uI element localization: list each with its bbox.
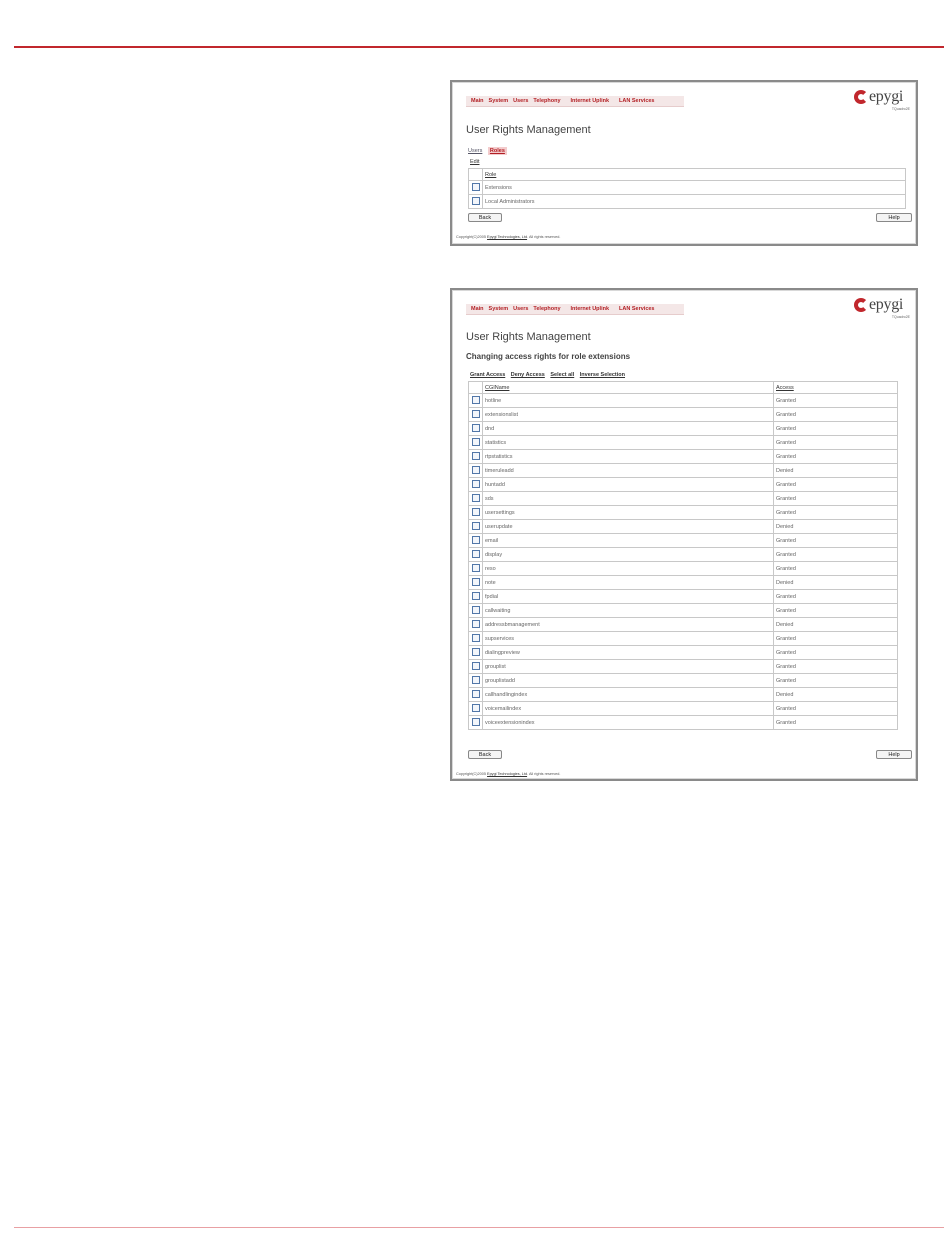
logo-model: TQuadro2E xyxy=(891,107,910,111)
main-menu xyxy=(466,304,684,315)
row-checkbox[interactable] xyxy=(472,522,480,530)
row-checkbox[interactable] xyxy=(472,606,480,614)
row-checkbox[interactable] xyxy=(472,718,480,726)
cgi-name: grouplistadd xyxy=(483,674,774,688)
footer-rule xyxy=(14,1227,944,1228)
row-checkbox[interactable] xyxy=(472,564,480,572)
role-name: Extensions xyxy=(483,181,906,195)
row-checkbox[interactable] xyxy=(472,197,480,205)
rights-text: . All rights reserved. xyxy=(527,235,561,239)
logo-word: epygi xyxy=(869,88,904,105)
cgi-name: dnd xyxy=(483,422,774,436)
table-row xyxy=(469,394,898,408)
row-checkbox[interactable] xyxy=(472,396,480,404)
logo-word: epygi xyxy=(869,296,904,313)
copyright-footer xyxy=(456,235,560,239)
access-value: Granted xyxy=(774,450,898,464)
access-value: Denied xyxy=(774,576,898,590)
menu-telephony[interactable]: Telephony xyxy=(533,306,561,312)
menu-system[interactable]: System xyxy=(488,306,509,312)
row-checkbox[interactable] xyxy=(472,508,480,516)
row-checkbox[interactable] xyxy=(472,183,480,191)
tab-users[interactable]: Users xyxy=(468,148,483,154)
table-row xyxy=(469,688,898,702)
copyright-text: Copyright(C)2005 xyxy=(456,772,488,776)
page-subtitle: Changing access rights for role extensions xyxy=(466,352,631,361)
deny-access-link[interactable]: Deny Access xyxy=(510,372,545,378)
cgi-name: note xyxy=(483,576,774,590)
column-header-cginame[interactable]: CGIName xyxy=(483,382,774,394)
inverse-selection-link[interactable]: Inverse Selection xyxy=(579,372,626,378)
copyright-text: Copyright(C)2005 xyxy=(456,235,488,239)
row-checkbox[interactable] xyxy=(472,592,480,600)
table-row xyxy=(469,492,898,506)
table-row xyxy=(469,520,898,534)
cgi-name: statistics xyxy=(483,436,774,450)
cgi-name: dialingpreview xyxy=(483,646,774,660)
cgi-name: voiceextensionindex xyxy=(483,716,774,730)
access-value: Granted xyxy=(774,436,898,450)
table-row xyxy=(469,576,898,590)
cgi-name: supservices xyxy=(483,632,774,646)
access-value: Granted xyxy=(774,702,898,716)
column-header-role[interactable]: Role xyxy=(483,169,906,181)
action-links xyxy=(470,372,629,378)
row-checkbox[interactable] xyxy=(472,550,480,558)
row-checkbox[interactable] xyxy=(472,578,480,586)
back-button[interactable]: Back xyxy=(468,213,502,222)
access-value: Granted xyxy=(774,646,898,660)
logo-model: TQuadro2E xyxy=(891,315,910,319)
access-value: Granted xyxy=(774,590,898,604)
access-value: Granted xyxy=(774,422,898,436)
table-row xyxy=(469,450,898,464)
row-checkbox[interactable] xyxy=(472,648,480,656)
row-checkbox[interactable] xyxy=(472,634,480,642)
access-value: Granted xyxy=(774,492,898,506)
menu-internet-uplink[interactable]: Internet Uplink xyxy=(570,306,610,312)
access-value: Granted xyxy=(774,408,898,422)
epygi-logo xyxy=(854,296,910,320)
rights-text: . All rights reserved. xyxy=(527,772,561,776)
menu-users[interactable]: Users xyxy=(513,306,529,312)
table-row xyxy=(469,590,898,604)
access-value: Denied xyxy=(774,618,898,632)
grant-access-link[interactable]: Grant Access xyxy=(470,372,506,378)
access-table xyxy=(468,381,898,730)
company-link[interactable]: Epygi Technologies, Ltd xyxy=(487,235,528,239)
table-row xyxy=(469,604,898,618)
cgi-name: fpdial xyxy=(483,590,774,604)
cgi-name: reso xyxy=(483,562,774,576)
cgi-name: hotline xyxy=(483,394,774,408)
access-value: Granted xyxy=(774,478,898,492)
row-checkbox[interactable] xyxy=(472,676,480,684)
role-name: Local Administrators xyxy=(483,195,906,209)
table-row xyxy=(469,436,898,450)
header-checkbox-cell xyxy=(469,169,483,181)
row-checkbox[interactable] xyxy=(472,620,480,628)
back-button[interactable]: Back xyxy=(468,750,502,759)
row-checkbox[interactable] xyxy=(472,480,480,488)
access-value: Granted xyxy=(774,674,898,688)
table-row xyxy=(469,534,898,548)
table-row xyxy=(469,195,906,209)
copyright-footer xyxy=(456,772,560,776)
help-button[interactable]: Help xyxy=(876,213,912,222)
menu-main[interactable]: Main xyxy=(471,98,484,104)
row-checkbox[interactable] xyxy=(472,536,480,544)
cgi-name: rtpstatistics xyxy=(483,450,774,464)
row-checkbox[interactable] xyxy=(472,452,480,460)
access-value: Denied xyxy=(774,464,898,478)
menu-main[interactable]: Main xyxy=(471,306,484,312)
cgi-name: sds xyxy=(483,492,774,506)
table-row xyxy=(469,618,898,632)
access-value: Granted xyxy=(774,506,898,520)
row-checkbox[interactable] xyxy=(472,704,480,712)
main-menu xyxy=(466,96,684,107)
tabs xyxy=(468,148,511,154)
menu-lan-services[interactable]: LAN Services xyxy=(619,98,655,104)
table-row xyxy=(469,632,898,646)
cgi-name: voicemailindex xyxy=(483,702,774,716)
menu-internet-uplink[interactable]: Internet Uplink xyxy=(570,98,610,104)
table-row xyxy=(469,181,906,195)
cgi-name: usersettings xyxy=(483,506,774,520)
menu-system[interactable]: System xyxy=(488,98,509,104)
table-row xyxy=(469,548,898,562)
table-row xyxy=(469,478,898,492)
access-value: Granted xyxy=(774,548,898,562)
access-value: Granted xyxy=(774,394,898,408)
access-value: Denied xyxy=(774,520,898,534)
edit-link[interactable]: Edit xyxy=(470,159,480,165)
row-checkbox[interactable] xyxy=(472,662,480,670)
page-title: User Rights Management xyxy=(466,124,591,136)
cgi-name: extensionslist xyxy=(483,408,774,422)
tab-roles[interactable]: Roles xyxy=(489,148,505,154)
table-row xyxy=(469,716,898,730)
table-row xyxy=(469,674,898,688)
table-row xyxy=(469,464,898,478)
table-row xyxy=(469,646,898,660)
menu-telephony[interactable]: Telephony xyxy=(533,98,561,104)
access-value: Granted xyxy=(774,660,898,674)
company-link[interactable]: Epygi Technologies, Ltd xyxy=(487,772,528,776)
row-checkbox[interactable] xyxy=(472,438,480,446)
access-value: Granted xyxy=(774,716,898,730)
row-checkbox[interactable] xyxy=(472,466,480,474)
menu-lan-services[interactable]: LAN Services xyxy=(619,306,655,312)
row-checkbox[interactable] xyxy=(472,494,480,502)
help-button[interactable]: Help xyxy=(876,750,912,759)
cgi-name: addressbmanagement xyxy=(483,618,774,632)
cgi-name: grouplist xyxy=(483,660,774,674)
table-row xyxy=(469,422,898,436)
access-value: Denied xyxy=(774,688,898,702)
cgi-name: email xyxy=(483,534,774,548)
cgi-name: huntadd xyxy=(483,478,774,492)
table-row xyxy=(469,562,898,576)
cgi-name: display xyxy=(483,548,774,562)
table-row xyxy=(469,408,898,422)
select-all-link[interactable]: Select all xyxy=(550,372,575,378)
epygi-logo xyxy=(854,88,910,112)
roles-screenshot xyxy=(450,80,918,246)
table-row xyxy=(469,506,898,520)
page-title: User Rights Management xyxy=(466,331,591,343)
access-value: Granted xyxy=(774,534,898,548)
access-value: Granted xyxy=(774,632,898,646)
row-checkbox[interactable] xyxy=(472,424,480,432)
cgi-name: userupdate xyxy=(483,520,774,534)
table-row xyxy=(469,660,898,674)
logo-swirl-icon xyxy=(854,90,868,104)
logo-swirl-icon xyxy=(854,298,868,312)
roles-table xyxy=(468,168,906,209)
row-checkbox[interactable] xyxy=(472,690,480,698)
access-value: Granted xyxy=(774,604,898,618)
access-rights-screenshot xyxy=(450,288,918,781)
header-rule xyxy=(14,46,944,48)
cgi-name: callwaiting xyxy=(483,604,774,618)
access-value: Granted xyxy=(774,562,898,576)
header-checkbox-cell xyxy=(469,382,483,394)
row-checkbox[interactable] xyxy=(472,410,480,418)
menu-users[interactable]: Users xyxy=(513,98,529,104)
table-row xyxy=(469,702,898,716)
cgi-name: timeruleadd xyxy=(483,464,774,478)
column-header-access[interactable]: Access xyxy=(774,382,898,394)
cgi-name: callhandlingindex xyxy=(483,688,774,702)
